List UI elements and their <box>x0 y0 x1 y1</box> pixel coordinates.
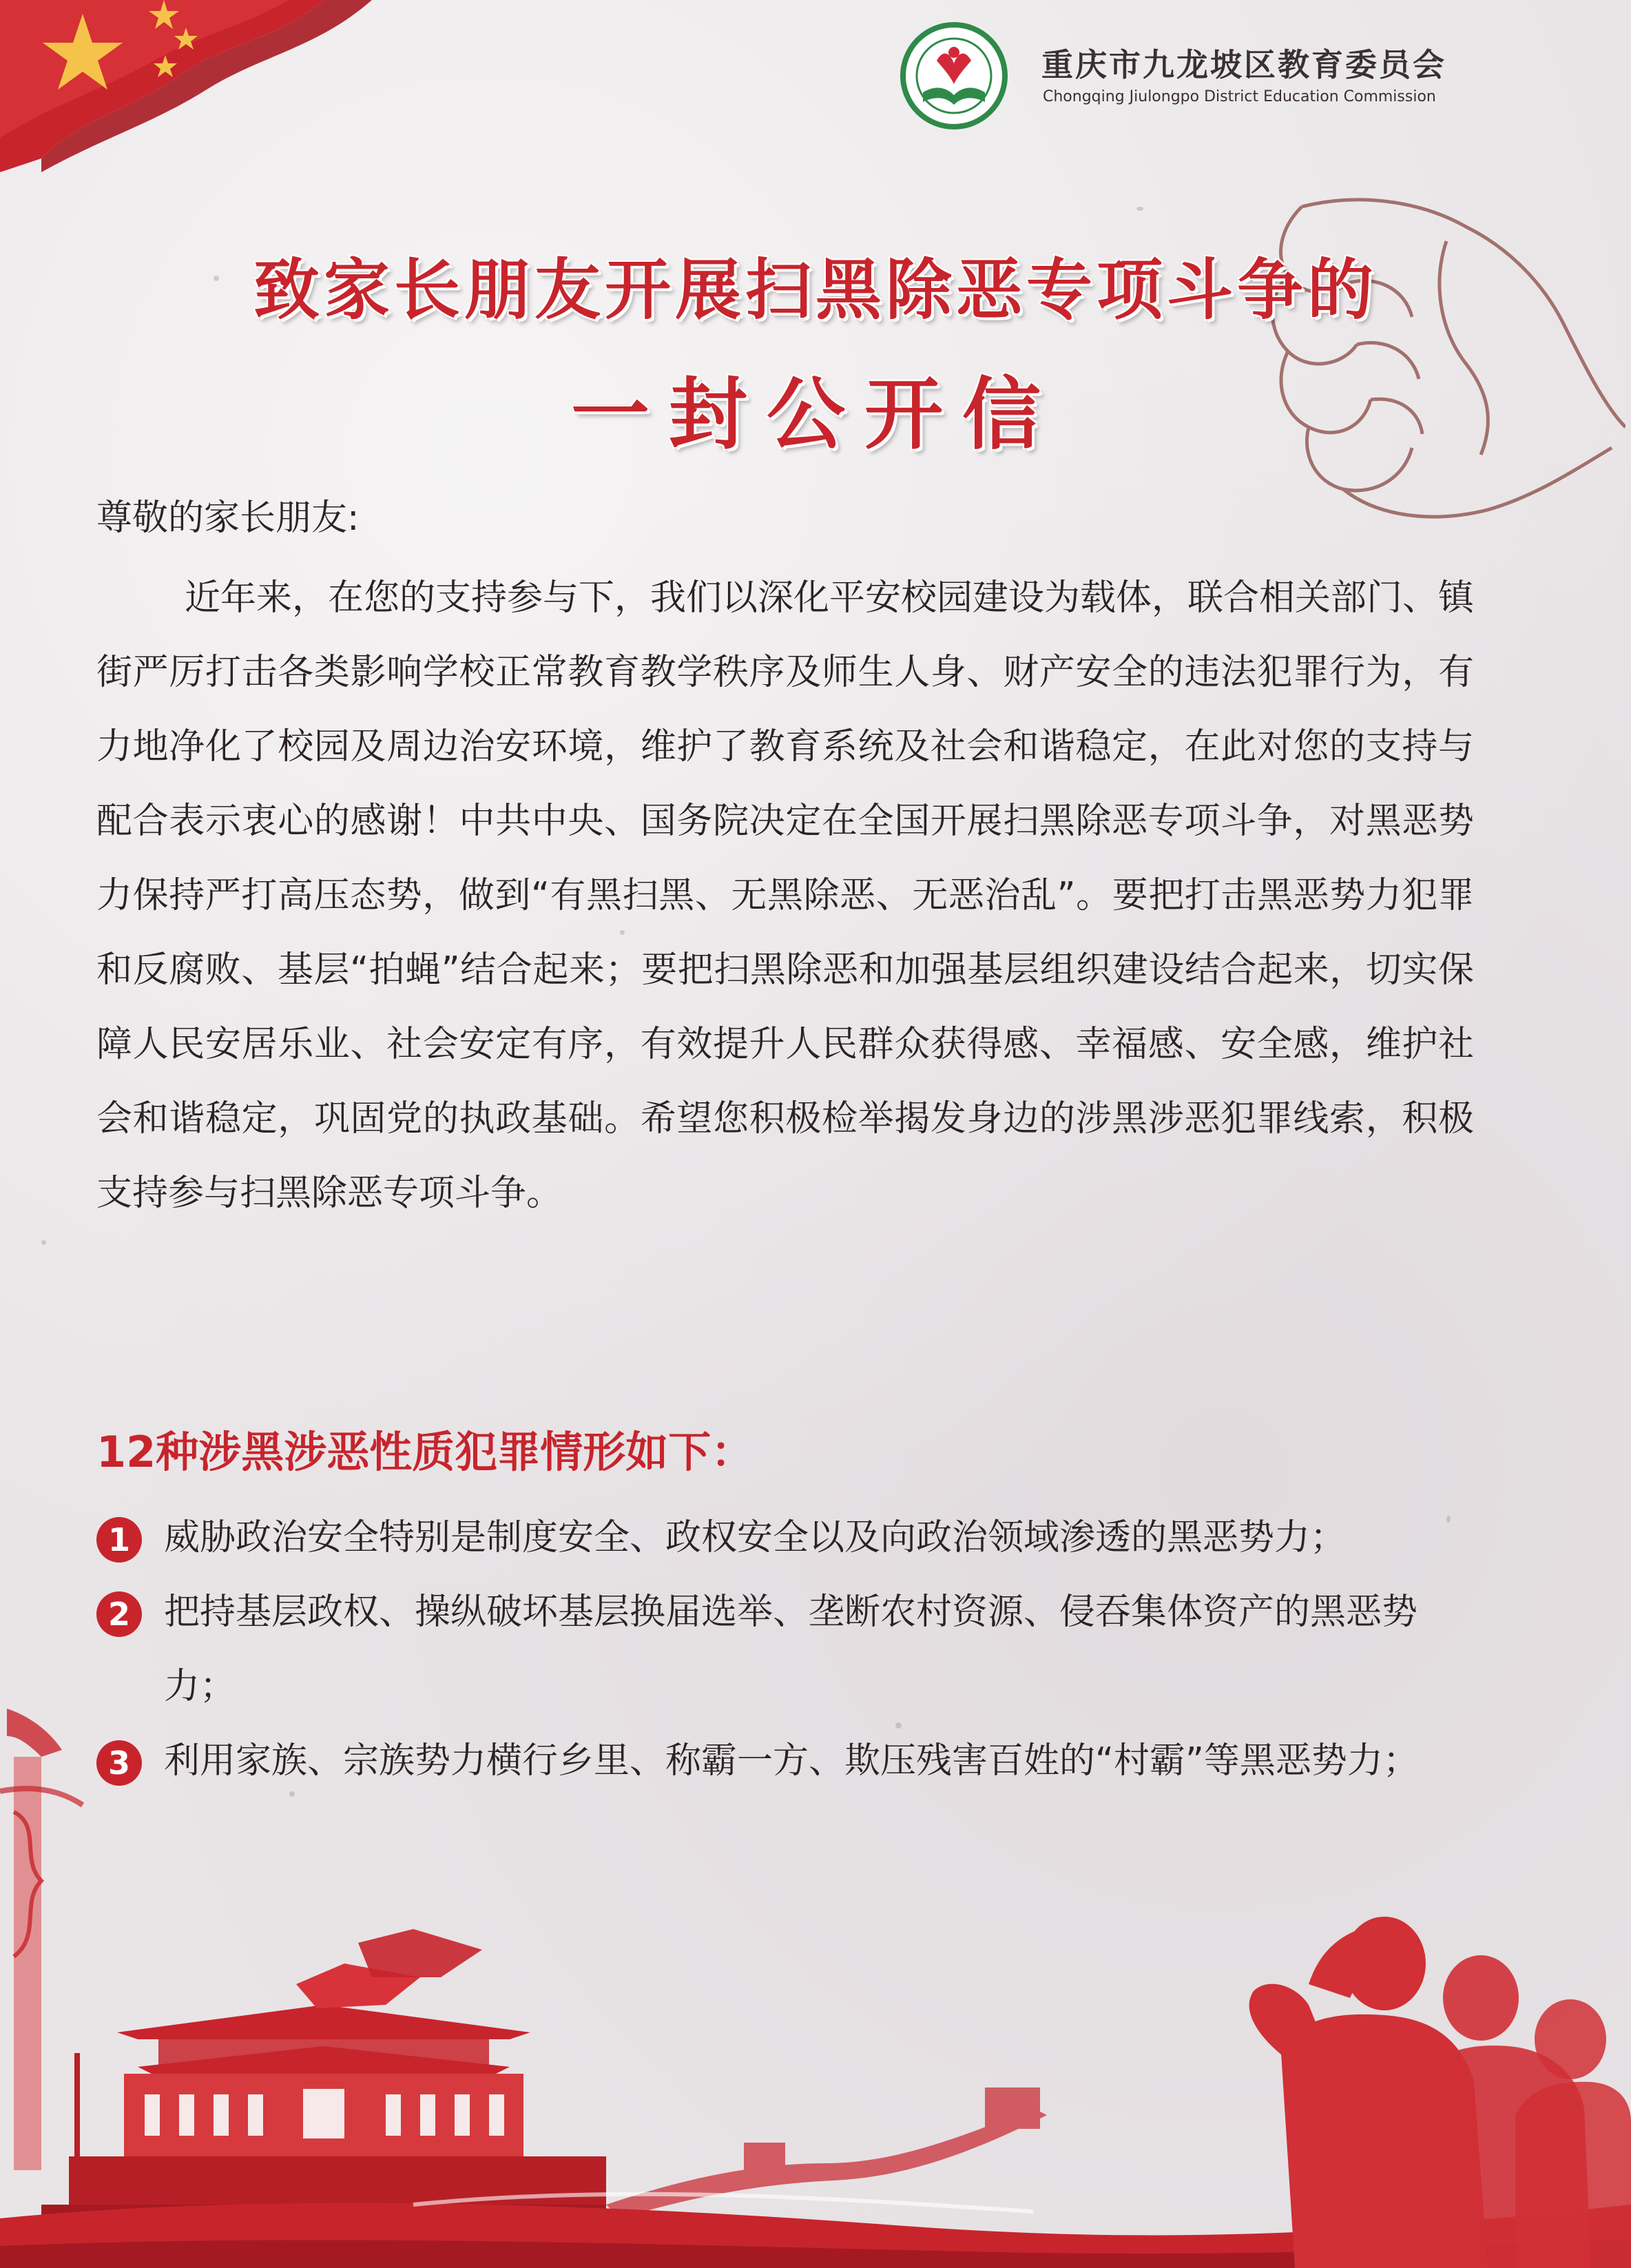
list-item <box>96 1575 1474 1724</box>
page-title-line-1: 致家长朋友开展扫黑除恶专项斗争的 <box>253 251 1378 329</box>
speckle <box>41 1240 46 1245</box>
letter-body: 近年来，在您的支持参与下，我们以深化平安校园建设为载体，联合相关部门、镇街严厉打击各类影响学校正常教育教学秩序及师生人身、财产安全的违法犯罪行为，有力地净化了校园及周边治安环境，维护了教育系统及社会和谐稳定，在此对您的支持与配合表示衷心的感谢！中共中央、国务院决定在全国开展扫黑除恶专项斗争，对黑恶势力保持严打高压态势，做到“有黑扫黑、无黑除恶、无恶治乱”。要把打击黑恶势力犯罪和反腐败、基层“拍蝇”结合起来；要把扫黑除恶和加强基层组织建设结合起来，切实保障人民安居乐业、社会安定有序，有效提升人民群众获得感、幸福感、安全感，维护社会和谐稳定，巩固党的执政基础。希望您积极检举揭发身边的涉黑涉恶犯罪线索，积极支持参与扫黑除恶专项斗争。 <box>96 577 1475 1214</box>
page-title-line-2: 一封公开信 <box>570 369 1060 460</box>
org-name-cn: 重庆市九龙坡区教育委员会 <box>1041 46 1446 83</box>
list-item-text: 威胁政治安全特别是制度安全、政权安全以及向政治领域渗透的黑恶势力； <box>164 1517 1347 1558</box>
greeting: 尊敬的家长朋友: <box>96 497 360 539</box>
number-badge: 1 <box>96 1517 142 1563</box>
bottom-decoration <box>0 1901 1631 2268</box>
tiananmen-icon <box>41 1929 606 2218</box>
header <box>895 21 1584 131</box>
list-item <box>96 1501 1474 1575</box>
speckle <box>1136 207 1143 211</box>
list-item-text: 把持基层政权、操纵破坏基层换届选举、垄断农村资源、侵吞集体资产的黑恶势力； <box>164 1591 1418 1707</box>
education-commission-logo-icon <box>895 21 1012 131</box>
number-badge: 3 <box>96 1740 142 1786</box>
org-name-en: Chongqing Jiulongpo District Education Commission <box>1043 88 1436 105</box>
crime-list <box>96 1501 1474 1798</box>
number-badge: 2 <box>96 1591 142 1637</box>
saluting-figures-icon <box>1249 1917 1631 2268</box>
section-heading: 12种涉黑涉恶性质犯罪情形如下： <box>96 1427 754 1477</box>
list-item <box>96 1724 1474 1798</box>
list-item-text: 利用家族、宗族势力横行乡里、称霸一方、欺压残害百姓的“村霸”等黑恶势力； <box>164 1740 1419 1782</box>
red-flag-corner <box>0 0 386 179</box>
